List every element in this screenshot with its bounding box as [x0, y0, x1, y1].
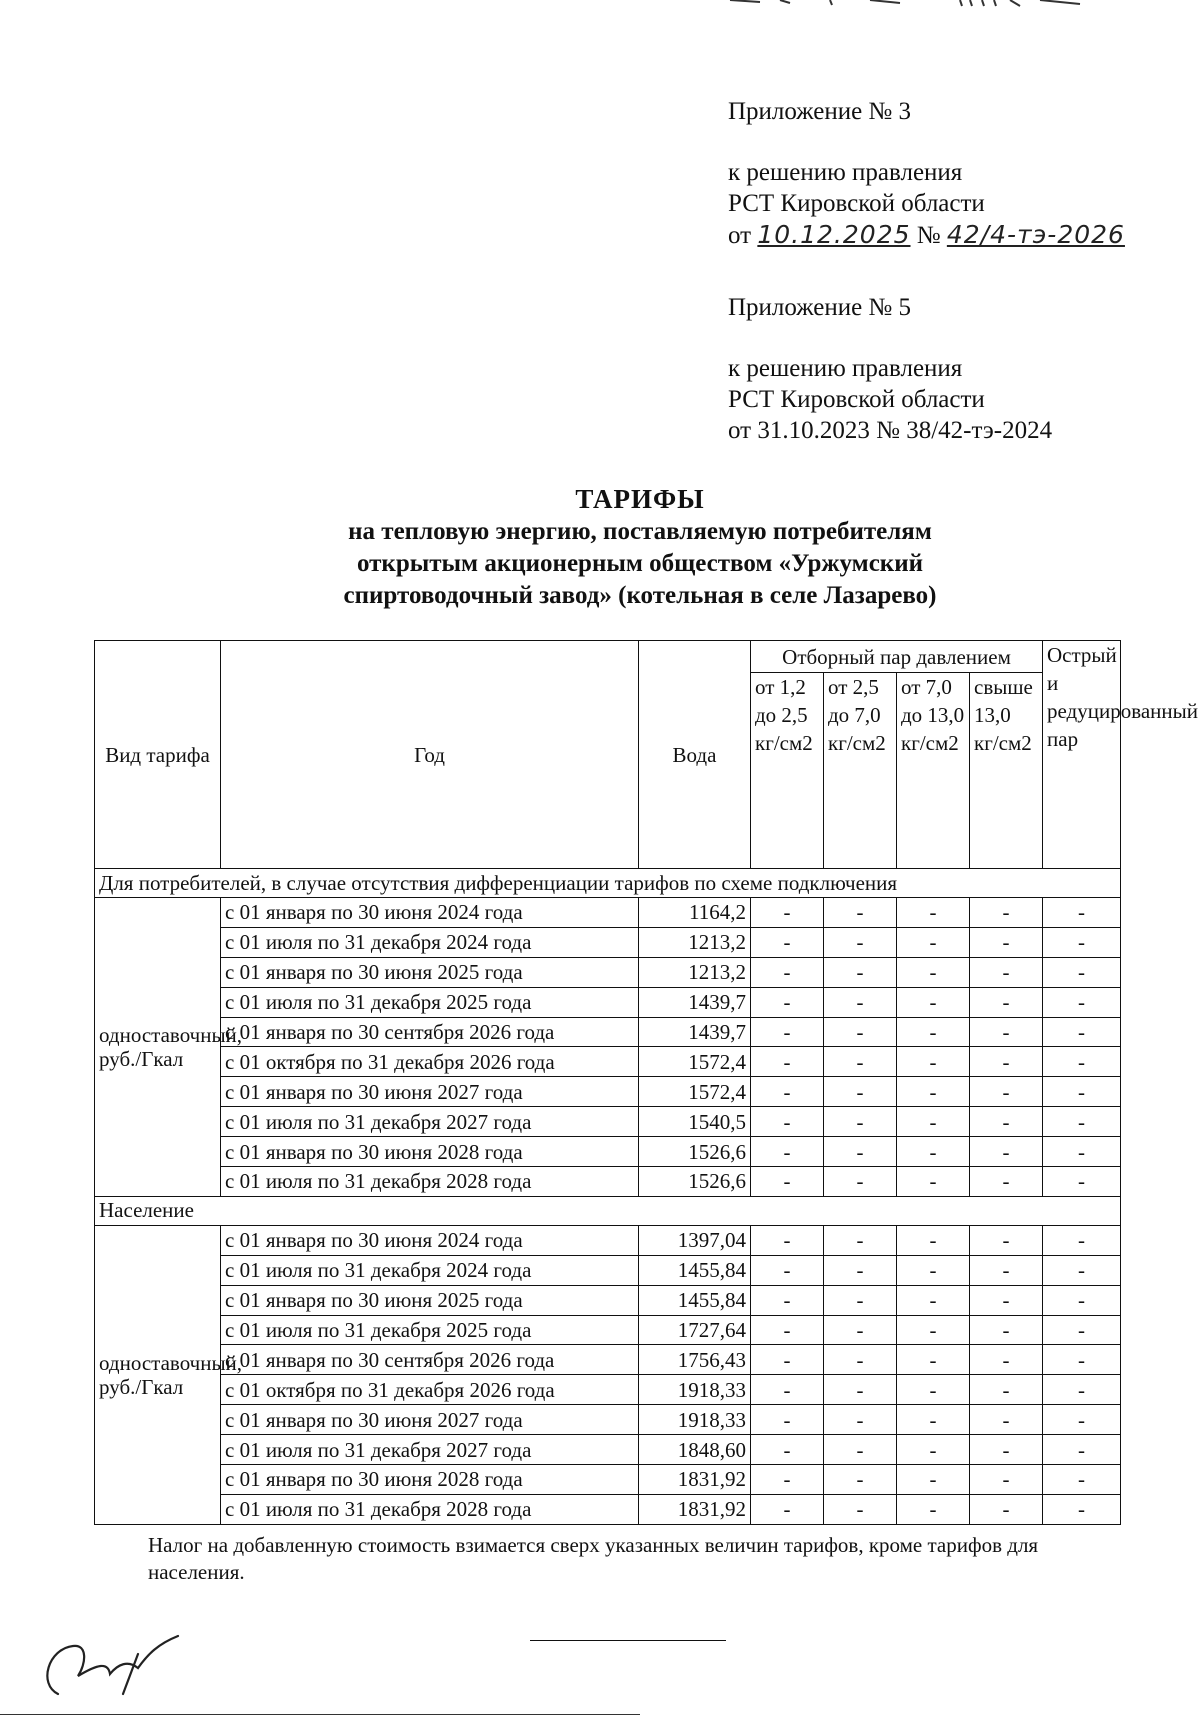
- empty-value-cell: -: [1043, 957, 1121, 987]
- table-row: [95, 1017, 1121, 1047]
- tariff-kind-cell: одноставочный, руб./Гкал: [95, 898, 221, 1197]
- water-tariff-cell: 1397,04: [639, 1225, 751, 1255]
- empty-value-cell: -: [897, 1255, 970, 1285]
- water-tariff-cell: 1727,64: [639, 1315, 751, 1345]
- empty-value-cell: -: [824, 1435, 897, 1465]
- period-cell: с 01 января по 30 июня 2027 года: [221, 1077, 639, 1107]
- appendix-3-number-sign: №: [916, 222, 941, 249]
- empty-value-cell: -: [897, 1225, 970, 1255]
- table-row: [95, 1435, 1121, 1465]
- empty-value-cell: -: [824, 1107, 897, 1137]
- empty-value-cell: -: [824, 1494, 897, 1524]
- vat-note: Налог на добавленную стоимость взимается сверх указанных величин тарифов, кроме тарифов для населения.: [148, 1533, 1039, 1584]
- empty-value-cell: -: [824, 1315, 897, 1345]
- empty-value-cell: -: [824, 957, 897, 987]
- empty-value-cell: -: [1043, 1077, 1121, 1107]
- water-tariff-cell: 1526,6: [639, 1167, 751, 1197]
- empty-value-cell: -: [970, 1494, 1043, 1524]
- header-pressure-7-0-to-13-0: от 7,0 до 13,0 кг/см2: [897, 673, 970, 869]
- empty-value-cell: -: [897, 1435, 970, 1465]
- table-row: [95, 1494, 1121, 1524]
- period-cell: с 01 января по 30 сентября 2026 года: [221, 1345, 639, 1375]
- empty-value-cell: -: [824, 1345, 897, 1375]
- table-row: [95, 1225, 1121, 1255]
- separator-line: [530, 1640, 726, 1641]
- section-population: [95, 1196, 1121, 1524]
- water-tariff-cell: 1439,7: [639, 987, 751, 1017]
- period-cell: с 01 июля по 31 декабря 2027 года: [221, 1435, 639, 1465]
- appendix-3-block: [728, 96, 1125, 251]
- title-main: ТАРИФЫ: [575, 484, 705, 514]
- appendix-3-handwritten-number: 42/4-тэ-2026: [946, 220, 1125, 249]
- water-tariff-cell: 1831,92: [639, 1494, 751, 1524]
- header-pressure-1-2-to-2-5: от 1,2 до 2,5 кг/см2: [751, 673, 824, 869]
- table-row: [95, 1345, 1121, 1375]
- period-cell: с 01 января по 30 июня 2024 года: [221, 1225, 639, 1255]
- appendix-5-line1: к решению правления: [728, 355, 963, 382]
- empty-value-cell: -: [751, 1137, 824, 1167]
- table-row: [95, 1167, 1121, 1197]
- table-row: [95, 1315, 1121, 1345]
- table-row: [95, 1255, 1121, 1285]
- empty-value-cell: -: [751, 1435, 824, 1465]
- empty-value-cell: -: [897, 1285, 970, 1315]
- empty-value-cell: -: [1043, 1315, 1121, 1345]
- empty-value-cell: -: [970, 1345, 1043, 1375]
- water-tariff-cell: 1526,6: [639, 1137, 751, 1167]
- table-row: [95, 1375, 1121, 1405]
- empty-value-cell: -: [970, 898, 1043, 928]
- empty-value-cell: -: [824, 1167, 897, 1197]
- empty-value-cell: -: [897, 1345, 970, 1375]
- empty-value-cell: -: [824, 1465, 897, 1495]
- empty-value-cell: -: [751, 1077, 824, 1107]
- tariff-kind-cell: одноставочный, руб./Гкал: [95, 1225, 221, 1524]
- empty-value-cell: -: [970, 987, 1043, 1017]
- empty-value-cell: -: [970, 1465, 1043, 1495]
- empty-value-cell: -: [1043, 927, 1121, 957]
- empty-value-cell: -: [897, 1047, 970, 1077]
- table-row: [95, 987, 1121, 1017]
- period-cell: с 01 января по 30 июня 2024 года: [221, 898, 639, 928]
- water-tariff-cell: 1918,33: [639, 1405, 751, 1435]
- period-cell: с 01 июля по 31 декабря 2024 года: [221, 1255, 639, 1285]
- empty-value-cell: -: [1043, 1255, 1121, 1285]
- bottom-edge-line: [0, 1714, 640, 1715]
- period-cell: с 01 января по 30 июня 2027 года: [221, 1405, 639, 1435]
- empty-value-cell: -: [897, 1494, 970, 1524]
- empty-value-cell: -: [751, 1285, 824, 1315]
- empty-value-cell: -: [897, 1137, 970, 1167]
- empty-value-cell: -: [970, 1137, 1043, 1167]
- water-tariff-cell: 1572,4: [639, 1077, 751, 1107]
- empty-value-cell: -: [897, 1405, 970, 1435]
- document-title: [200, 482, 1080, 612]
- empty-value-cell: -: [897, 898, 970, 928]
- section-label: Население: [95, 1196, 1121, 1225]
- section-row: [95, 869, 1121, 898]
- top-edge-marks: [720, 0, 1100, 8]
- empty-value-cell: -: [897, 987, 970, 1017]
- period-cell: с 01 июля по 31 декабря 2025 года: [221, 987, 639, 1017]
- period-cell: с 01 октября по 31 декабря 2026 года: [221, 1047, 639, 1077]
- appendix-5-block: [728, 292, 1052, 446]
- water-tariff-cell: 1455,84: [639, 1285, 751, 1315]
- table-row: [95, 1077, 1121, 1107]
- period-cell: с 01 июля по 31 декабря 2028 года: [221, 1494, 639, 1524]
- header-pressure-2-5-to-7-0: от 2,5 до 7,0 кг/см2: [824, 673, 897, 869]
- empty-value-cell: -: [1043, 1465, 1121, 1495]
- empty-value-cell: -: [970, 1077, 1043, 1107]
- empty-value-cell: -: [970, 1375, 1043, 1405]
- empty-value-cell: -: [824, 1225, 897, 1255]
- empty-value-cell: -: [1043, 987, 1121, 1017]
- empty-value-cell: -: [897, 957, 970, 987]
- empty-value-cell: -: [751, 1405, 824, 1435]
- empty-value-cell: -: [751, 1107, 824, 1137]
- period-cell: с 01 июля по 31 декабря 2027 года: [221, 1107, 639, 1137]
- empty-value-cell: -: [1043, 1435, 1121, 1465]
- header-tariff-kind: Вид тарифа: [95, 641, 221, 869]
- empty-value-cell: -: [824, 987, 897, 1017]
- table-row: [95, 1137, 1121, 1167]
- empty-value-cell: -: [751, 1494, 824, 1524]
- empty-value-cell: -: [1043, 1405, 1121, 1435]
- empty-value-cell: -: [970, 1435, 1043, 1465]
- period-cell: с 01 июля по 31 декабря 2028 года: [221, 1167, 639, 1197]
- empty-value-cell: -: [970, 1315, 1043, 1345]
- period-cell: с 01 июля по 31 декабря 2024 года: [221, 927, 639, 957]
- water-tariff-cell: 1540,5: [639, 1107, 751, 1137]
- table-row: [95, 1405, 1121, 1435]
- empty-value-cell: -: [1043, 1345, 1121, 1375]
- appendix-5-line2: РСТ Кировской области: [728, 386, 985, 413]
- empty-value-cell: -: [824, 1017, 897, 1047]
- period-cell: с 01 января по 30 сентября 2026 года: [221, 1017, 639, 1047]
- table-row: [95, 1285, 1121, 1315]
- water-tariff-cell: 1164,2: [639, 898, 751, 928]
- empty-value-cell: -: [1043, 1285, 1121, 1315]
- section-row: [95, 1196, 1121, 1225]
- appendix-3-decision-line: [728, 219, 1125, 251]
- empty-value-cell: -: [970, 1167, 1043, 1197]
- period-cell: с 01 января по 30 июня 2028 года: [221, 1465, 639, 1495]
- empty-value-cell: -: [1043, 1375, 1121, 1405]
- title-sub-2: открытым акционерным обществом «Уржумский: [356, 550, 924, 577]
- empty-value-cell: -: [897, 1375, 970, 1405]
- empty-value-cell: -: [751, 927, 824, 957]
- water-tariff-cell: 1439,7: [639, 1017, 751, 1047]
- table-row: [95, 1107, 1121, 1137]
- empty-value-cell: -: [897, 1077, 970, 1107]
- empty-value-cell: -: [824, 1077, 897, 1107]
- appendix-3-line1: к решению правления: [728, 159, 963, 186]
- section-label: Для потребителей, в случае отсутствия дифференциации тарифов по схеме подключения: [95, 869, 1121, 898]
- appendix-3-prefix: от: [728, 222, 752, 249]
- period-cell: с 01 января по 30 июня 2028 года: [221, 1137, 639, 1167]
- empty-value-cell: -: [970, 1285, 1043, 1315]
- water-tariff-cell: 1756,43: [639, 1345, 751, 1375]
- empty-value-cell: -: [824, 1405, 897, 1435]
- empty-value-cell: -: [970, 957, 1043, 987]
- empty-value-cell: -: [751, 1375, 824, 1405]
- tariff-table: [94, 640, 1199, 1525]
- empty-value-cell: -: [897, 1167, 970, 1197]
- water-tariff-cell: 1213,2: [639, 927, 751, 957]
- water-tariff-cell: 1455,84: [639, 1255, 751, 1285]
- appendix-3-line2: РСТ Кировской области: [728, 190, 985, 217]
- period-cell: с 01 января по 30 июня 2025 года: [221, 957, 639, 987]
- appendix-3-handwritten-date: 10.12.2025: [757, 220, 911, 249]
- empty-value-cell: -: [751, 1167, 824, 1197]
- empty-value-cell: -: [970, 1047, 1043, 1077]
- empty-value-cell: -: [751, 1017, 824, 1047]
- empty-value-cell: -: [751, 1345, 824, 1375]
- empty-value-cell: -: [970, 1405, 1043, 1435]
- water-tariff-cell: 1848,60: [639, 1435, 751, 1465]
- appendix-3-title: Приложение № 3: [728, 98, 912, 125]
- empty-value-cell: -: [824, 898, 897, 928]
- section-general-consumers: [95, 869, 1121, 1197]
- empty-value-cell: -: [1043, 1137, 1121, 1167]
- empty-value-cell: -: [751, 898, 824, 928]
- title-sub-3: спиртоводочный завод» (котельная в селе Лазарево): [343, 582, 937, 609]
- title-sub-1: на тепловую энергию, поставляемую потребителям: [348, 518, 932, 545]
- empty-value-cell: -: [751, 957, 824, 987]
- empty-value-cell: -: [897, 927, 970, 957]
- empty-value-cell: -: [970, 927, 1043, 957]
- empty-value-cell: -: [824, 1255, 897, 1285]
- header-year: Год: [221, 641, 639, 869]
- empty-value-cell: -: [824, 1375, 897, 1405]
- header-pressure-over-13-0: свыше 13,0 кг/см2: [970, 673, 1043, 869]
- empty-value-cell: -: [1043, 1494, 1121, 1524]
- header-steam-pressure-group: Отборный пар давлением: [751, 641, 1043, 673]
- table-row: [95, 927, 1121, 957]
- empty-value-cell: -: [897, 1465, 970, 1495]
- empty-value-cell: -: [1043, 1167, 1121, 1197]
- empty-value-cell: -: [751, 1315, 824, 1345]
- empty-value-cell: -: [970, 1225, 1043, 1255]
- appendix-5-title: Приложение № 5: [728, 294, 912, 321]
- empty-value-cell: -: [824, 1047, 897, 1077]
- water-tariff-cell: 1213,2: [639, 957, 751, 987]
- period-cell: с 01 июля по 31 декабря 2025 года: [221, 1315, 639, 1345]
- empty-value-cell: -: [897, 1107, 970, 1137]
- empty-value-cell: -: [824, 1137, 897, 1167]
- table-row: [95, 1465, 1121, 1495]
- water-tariff-cell: 1918,33: [639, 1375, 751, 1405]
- empty-value-cell: -: [824, 1285, 897, 1315]
- table-row: [95, 1047, 1121, 1077]
- empty-value-cell: -: [751, 1047, 824, 1077]
- empty-value-cell: -: [897, 1315, 970, 1345]
- water-tariff-cell: 1831,92: [639, 1465, 751, 1495]
- empty-value-cell: -: [1043, 1017, 1121, 1047]
- empty-value-cell: -: [1043, 1225, 1121, 1255]
- empty-value-cell: -: [970, 1255, 1043, 1285]
- period-cell: с 01 января по 30 июня 2025 года: [221, 1285, 639, 1315]
- empty-value-cell: -: [970, 1107, 1043, 1137]
- table-row: [95, 898, 1121, 928]
- empty-value-cell: -: [1043, 1047, 1121, 1077]
- empty-value-cell: -: [824, 927, 897, 957]
- signature-mark: [28, 1624, 188, 1704]
- period-cell: с 01 октября по 31 декабря 2026 года: [221, 1375, 639, 1405]
- appendix-5-line3: от 31.10.2023 № 38/42-тэ-2024: [728, 417, 1053, 444]
- empty-value-cell: -: [970, 1017, 1043, 1047]
- empty-value-cell: -: [751, 1255, 824, 1285]
- header-water: Вода: [639, 641, 751, 869]
- empty-value-cell: -: [751, 987, 824, 1017]
- header-sharp-steam: Острый и редуцированный пар: [1043, 641, 1121, 869]
- empty-value-cell: -: [897, 1017, 970, 1047]
- water-tariff-cell: 1572,4: [639, 1047, 751, 1077]
- empty-value-cell: -: [751, 1225, 824, 1255]
- empty-value-cell: -: [1043, 898, 1121, 928]
- empty-value-cell: -: [1043, 1107, 1121, 1137]
- table-row: [95, 957, 1121, 987]
- empty-value-cell: -: [751, 1465, 824, 1495]
